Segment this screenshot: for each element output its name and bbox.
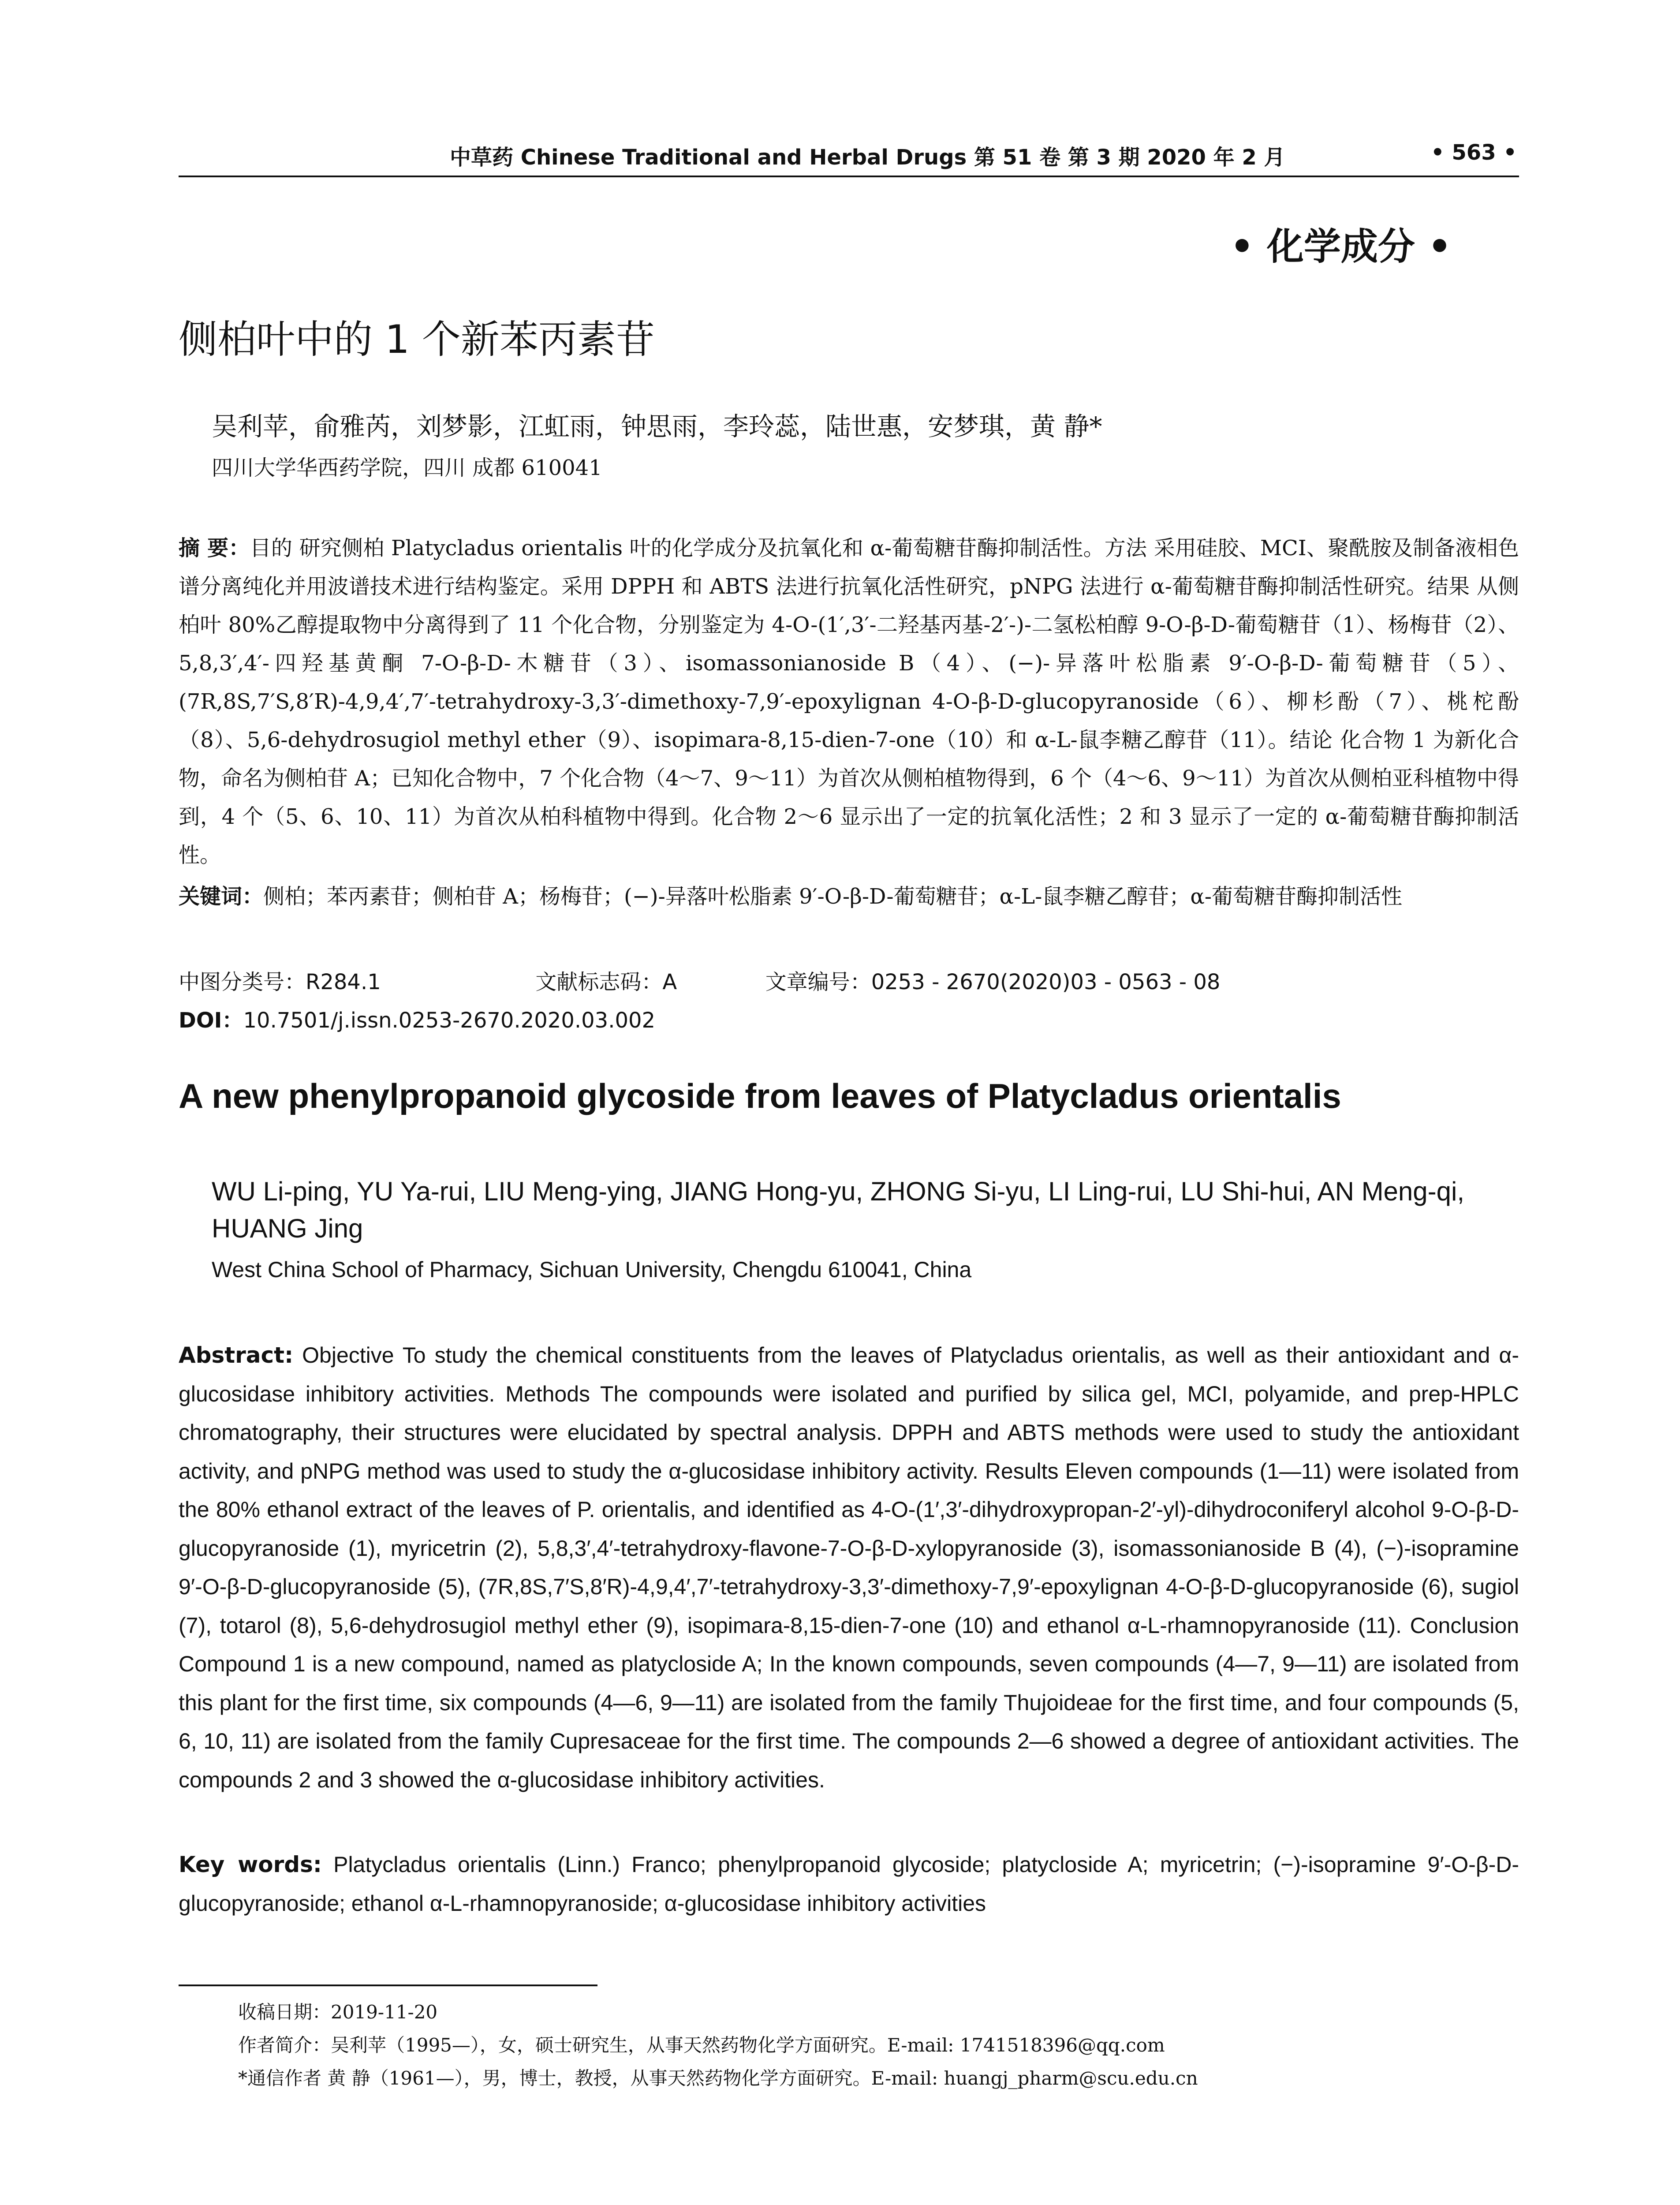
chinese-keywords-label: 关键词： [179,884,264,909]
journal-header: 中草药 Chinese Traditional and Herbal Drugs 第 51 卷 第 3 期 2020 年 2 月 [450,145,1285,170]
article-number: 文章编号：0253 - 2670(2020)03 - 0563 - 08 [765,970,1221,994]
english-abstract-label: Abstract: [179,1342,294,1368]
chinese-abstract [179,529,1519,875]
chinese-keywords [179,878,1519,916]
section-title: • 化学成分 • [1230,224,1452,268]
english-affiliation: West China School of Pharmacy, Sichuan University, Chengdu 610041, China [212,1257,972,1282]
header-rule [179,176,1519,177]
english-keywords [179,1846,1519,1923]
doi-value[interactable]: 10.7501/j.issn.0253-2670.2020.03.002 [243,1008,656,1033]
footnote-rule [179,1984,597,1986]
footnote-author-bio: 作者简介：吴利苹（1995—），女，硕士研究生，从事天然药物化学方面研究。E-mail: 1741518396@qq.com [238,2034,1165,2056]
document-code: 文献标志码：A [535,970,677,994]
chinese-authors: 吴利苹，俞雅芮，刘梦影，江虹雨，钟思雨，李玲蕊，陆世惠，安梦琪，黄 静* [212,411,1102,441]
english-abstract-text: Objective To study the chemical constituents from the leaves of Platycladus orientalis, as well as their antioxidant and α-glucosidase inhibitory activities. Methods The compounds were isolated and purified by silica gel, MCI, polyamide, and prep-HPLC chromatography, their structures were elucidated by spectral analysis. DPPH and ABTS methods were used to study the antioxidant activity, and pNPG method was used to study the α-glucosidase inhibitory activity. Results Eleven compounds (1—11) were isolated from the 80% ethanol extract of the leaves of P. orientalis, and identified as 4-O-(1′,3′-dihydroxypropan-2′-yl)-dihydroconiferyl alcohol 9-O-β-D-glucopyranoside (1), myricetrin (2), 5,8,3′,4′-tetrahydroxy-flavone-7-O-β-D-xylopyranoside (3), isomassonianoside B (4), (−)-isopramine 9′-O-β-D-glucopyranoside (5), (7R,8S,7′S,8′R)-4,9,4′,7′-tetrahydroxy-3,3′-dimethoxy-7,9′-epoxylignan 4-O-β-D-glucopyranoside (6), sugiol (7), totarol (8), 5,6-dehydrosugiol methyl ether (9), isopimara-8,15-dien-7-one (10) and ethanol α-L-rhamnopyranoside (11). Conclusion Compound 1 is a new compound, named as platycloside A; In the known compounds, seven compounds (4—7, 9—11) are isolated from this plant for the first time, six compounds (4—6, 9—11) are isolated from the family Thujoideae for the first time, and four compounds (5, 6, 10, 11) are isolated from the family Cupresaceae for the first time. The compounds 2—6 showed a degree of antioxidant activities. The compounds 2 and 3 showed the α-glucosidase inhibitory activities. [179,1343,1519,1792]
footnote-corresponding: *通信作者 黄 静（1961—），男，博士，教授，从事天然药物化学方面研究。E-mail: huangj_pharm@scu.edu.cn [238,2067,1198,2089]
chinese-abstract-text: 目的 研究侧柏 Platycladus orientalis 叶的化学成分及抗氧化和 α-葡萄糖苷酶抑制活性。方法 采用硅胶、MCI、聚酰胺及制备液相色谱分离纯化并用波谱技术进行结构鉴定。采用 DPPH 和 ABTS 法进行抗氧化活性研究，pNPG 法进行 α-葡萄糖苷酶抑制活性研究。结果 从侧柏叶 80%乙醇提取物中分离得到了 11 个化合物，分别鉴定为 4-O-(1′,3′-二羟基丙基-2′-)-二氢松柏醇 9-O-β-D-葡萄糖苷（1）、杨梅苷（2）、5,8,3′,4′-四羟基黄酮 7-O-β-D-木糖苷（3）、isomassonianoside B（4）、(−)-异落叶松脂素 9′-O-β-D-葡萄糖苷（5）、(7R,8S,7′S,8′R)-4,9,4′,7′-tetrahydroxy-3,3′-dimethoxy-7,9′-epoxylignan 4-O-β-D-glucopyranoside（6）、柳杉酚（7）、桃柁酚（8）、5,6-dehydrosugiol methyl ether（9）、isopimara-8,15-dien-7-one（10）和 α-L-鼠李糖乙醇苷（11）。结论 化合物 1 为新化合物，命名为侧柏苷 A；已知化合物中，7 个化合物（4～7、9～11）为首次从侧柏植物得到，6 个（4～6、9～11）为首次从侧柏亚科植物中得到，4 个（5、6、10、11）为首次从柏科植物中得到。化合物 2～6 显示出了一定的抗氧化活性；2 和 3 显示了一定的 α-葡萄糖苷酶抑制活性。 [179,536,1519,867]
chinese-affiliation: 四川大学华西药学院，四川 成都 610041 [212,456,602,480]
page-number: • 563 • [1431,140,1517,165]
english-authors: WU Li-ping, YU Ya-rui, LIU Meng-ying, JIANG Hong-yu, ZHONG Si-yu, LI Ling-rui, LU Shi-hui, AN Meng-qi, HUANG Jing [212,1177,1465,1243]
chinese-title: 侧柏叶中的 1 个新苯丙素苷 [179,317,655,362]
chinese-keywords-text: 侧柏；苯丙素苷；侧柏苷 A；杨梅苷；(−)-异落叶松脂素 9′-O-β-D-葡萄糖苷；α-L-鼠李糖乙醇苷；α-葡萄糖苷酶抑制活性 [263,884,1402,909]
doi-label: DOI： [179,1008,243,1033]
english-keywords-label: Key words: [179,1852,322,1877]
chinese-abstract-label: 摘 要： [179,536,250,561]
english-title: A new phenylpropanoid glycoside from leaves of Platycladus orientalis [179,1076,1341,1115]
english-abstract [179,1336,1519,1799]
doi-row [179,1003,655,1034]
english-keywords-text: Platycladus orientalis (Linn.) Franco; phenylpropanoid glycoside; platycloside A; myricetrin; (−)-isopramine 9′-O-β-D- glucopyranoside; ethanol α-L-rhamnopyranoside; α-glucosidase inhibitory activities [179,1852,1519,1916]
classification-row [179,965,1220,995]
clc-number: 中图分类号：R284.1 [179,970,381,994]
footnote-received: 收稿日期：2019-11-20 [238,2001,438,2023]
